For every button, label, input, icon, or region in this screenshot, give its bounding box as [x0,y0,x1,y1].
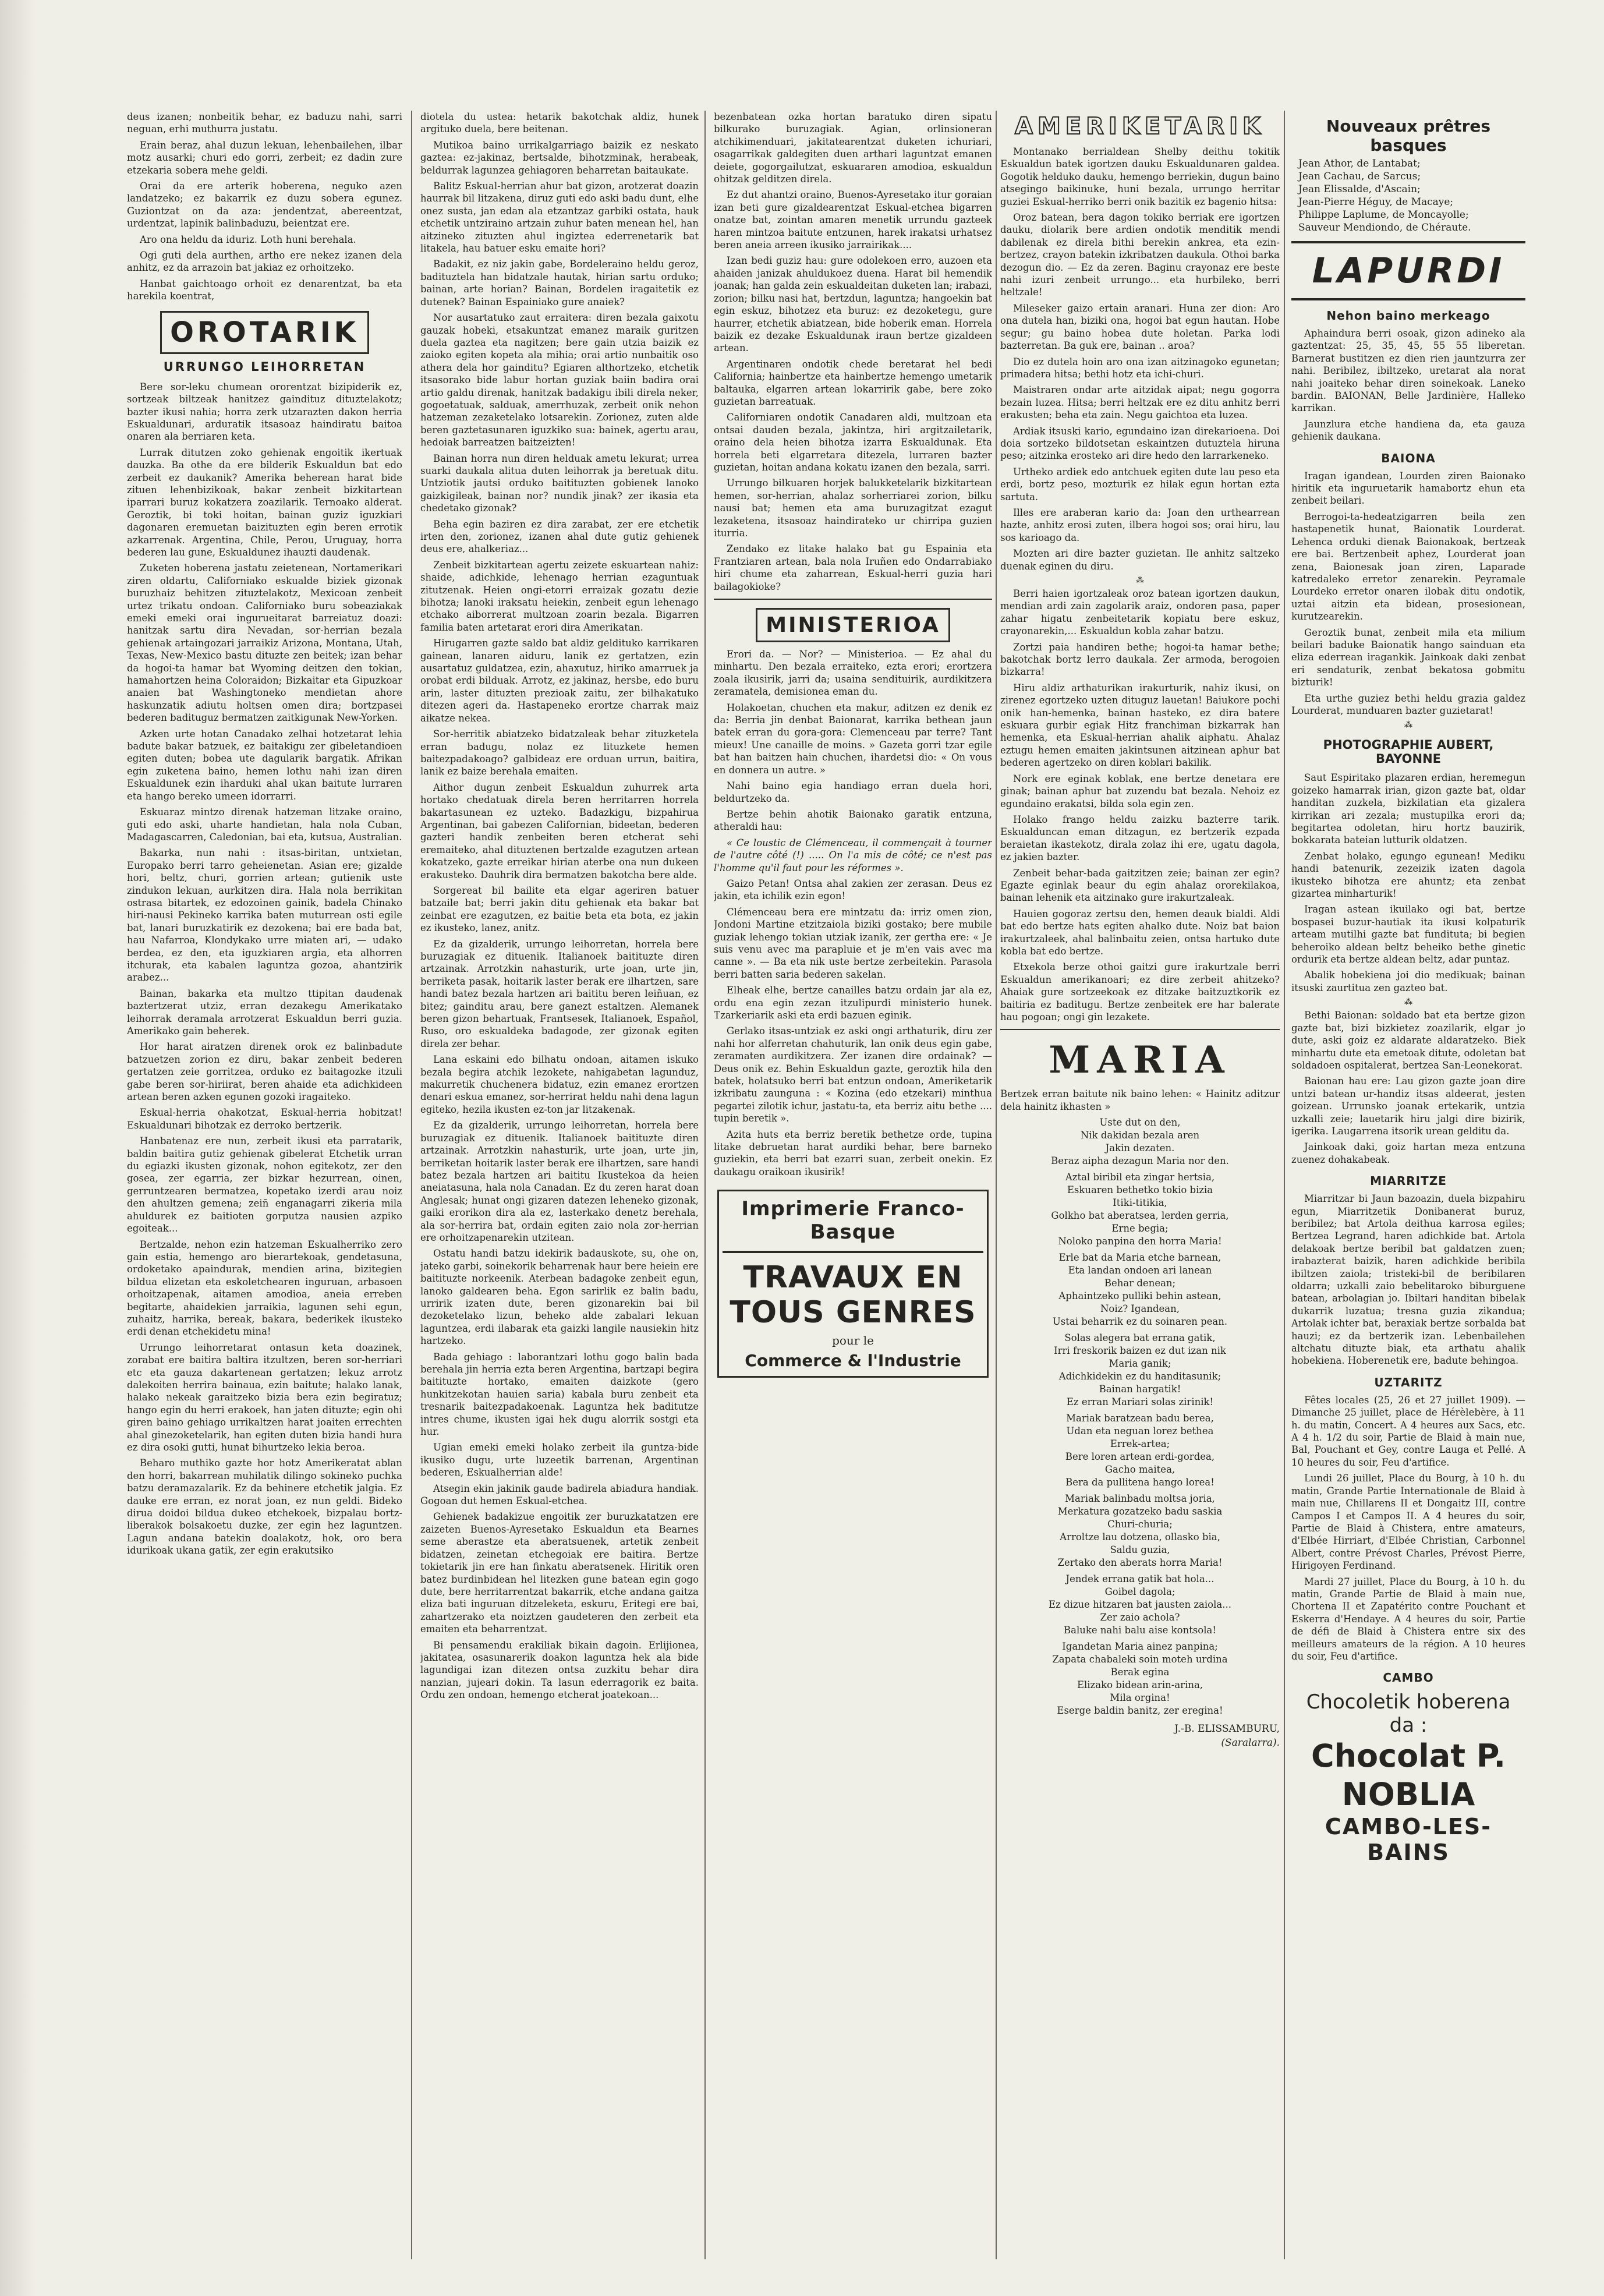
paragraph: Aro ona heldu da iduriz. Loth huni berehala. [140,234,356,245]
paragraph: Argentinaren ondotik chede beretarat hel bedi California; hainbertze eta hainbertze hemengo umetarik baltauka, elgarren artean lokarririk gabe, bere zoko guzietan barreatuak. [714,358,992,407]
column-rule [996,111,997,2259]
priest-entry: Jean Elissalde, d'Ascain; [1298,183,1421,195]
paragraph: Bere sor-leku chumean ororentzat bizipiderik ez, sortzeak biltzeak hanitzez gaindituz dituztelakotz; bazter ikusi nahia; horra zerk utzarazten dakon herria Eskualdunari, arduratik itsasoaz haindiratu baitoa onaren ala berriaren keta. [127,381,402,443]
poem-line: Noiz? Igandean, [1100,1303,1180,1315]
poem-line: Eskuaren bethetko tokio bizia [1067,1184,1213,1196]
advert-headline: TRAVAUX EN TOUS GENRES [730,1260,976,1331]
paragraph: Zenbeit behar-bada gaitzitzen zeie; bainan zer egin? Egazte eginlak beaur du egin ahalaz ororekilakoa, bainan lehenik eta aitzinako gure irakurtzaleak. [1000,867,1280,904]
separator-mark: ⁂ [1404,720,1412,730]
poem-line: Bere loren artean erdi-gordea, [1065,1451,1215,1463]
poem-line: Aztal biribil eta zingar hertsia, [1065,1172,1215,1183]
poem-line: Igandetan Maria ainez panpina; [1062,1641,1218,1653]
paragraph: Baionan hau ere: Lau gizon gazte joan dire untzi batean ur-handiz itsas aldeerat, jesten goizean. Urrunsko joanak ertekarik, untzia uzkalli zeie; lauetarik hiru jalgi dire bizirik, igerika. Laugarrena itsorik urean gelditu da. [1291,1076,1525,1137]
paragraph: Hauien gogoraz zertsu den, hemen deauk bialdi. Aldi bat edo bertze hats egiten ahalko dute. Noiz bat baion irakurtzaleek, ahal balinbaitu zeien, ontsa hartuko dute kobla bat edo bertze. [1000,908,1280,957]
paragraph: Urrungo bilkuaren horjek balukketelarik bizkitartean hemen, sor-herrian, ahalaz sorherriarei zorion, bilku nausi bat; hemen eta ama buruzagitzat ezagut lezaketena, itsasoaz haindirateko ur chirripa guzien iturria. [714,477,992,539]
ameriketarik-masthead [1000,113,1280,140]
priest-entry: Philippe Laplume, de Moncayolle; [1298,209,1469,221]
paragraph: Gaizo Petan! Ontsa ahal zakien zer zerasan. Deus ez jakin, eta ichilik ezin egon! [714,878,992,902]
poem-line: Errek-artea; [1110,1438,1170,1450]
divider [1291,241,1525,243]
paragraph: Beha egin baziren ez dira zarabat, zer ere etchetik irten den, zorionez, izanen ahal dute gutiz gehienek deus ere, ahalkeriaz... [420,518,699,555]
chocolat-advert [1291,1690,1525,1865]
divider [1291,298,1525,300]
intro-text [127,111,402,303]
article-body [127,381,402,1557]
poem-line: Baluke nahi balu aise kontsola! [1064,1625,1216,1636]
paragraph: Berrogoi-ta-hedeatzigarren beila zen hastapenetik hunat, Baionatik Lourderat. Lehenca orduki dienak Baionakoak, bertzeak ere bai. Bertzenbeit aphez, Lourderat joan zena, Baionesak joan ziren, Laparade katredaleko erretor zenarekin. Peyramale Lourdeko erretor onaren ilobak ditu ondotik, uztai aitzin eta bidean, prosesionean, kurutzearekin. [1291,511,1525,622]
paragraph: Azken urte hotan Canadako zelhai hotzetarat lehia badute bakar batzuek, ez baitakigu zer gibeletandioen egiten duten; bobea ute dagularik bargatik. Afrikan egin zuketena baino, hemen lothu nahi izan diren Eskualdunek ezin iharduki ahal ukan baitute lurraren eta hango bereko umeen idorrarri. [127,728,402,802]
paragraph: Azita huts eta berriz beretik bethetze orde, tupina litake debruetan harat aurdiki behar, bere barneko guziekin, eta berri bat ezarri suan, zerbeit onekin. Ez daukagu oraikoan ikusirik! [714,1128,992,1177]
paragraph: Saut Espiritako plazaren erdian, heremegun goizeko hamarrak irian, gizon gazte bat, oldar handitan zuzkela, bizkilatian eta gizalera kirrikan ari zezala; mustupilka erori da; begitartea odoletan, hiru hortz bauzirik, bokkarata bateian lutturik oldatzen. [1291,772,1525,846]
paragraph: Ez da gizalderik, urrungo leihorretan, horrela bere buruzagiak ez dituenik. Italianoek baitituzte diren artzainak. Arrotzkin nahasturik, urte joan, urte jin, berriketa pasak, hoitarik laster berak ere ilhartzen, sare handi batez bezala hartzen ari baititu beren leiñuan, ez bitez; gainditu arau, bere ganezt estaltzen. Alemanek beren gizon behartuak, Frantsesek, Italianoek, Español, Ruso, oro eskualdeka badagode, zer gizonak egiten direla zer behar. [420,938,699,1049]
poem-line: Jakin dezaten. [1105,1142,1175,1154]
poem-line: Beraz aipha dezagun Maria nor den. [1051,1155,1229,1167]
paragraph: Eta urthe guziez bethi heldu grazia galdez Lourderat, munduaren bazter guzietarat! [1291,692,1525,716]
photographie-heading: PHOTOGRAPHIE AUBERT, BAYONNE [1323,738,1494,766]
paragraph: Atsegin ekin jakinik gaude badirela abiadura handiak. Gogoan dut hemen Eskual-etchea. [420,1483,699,1507]
paragraph: diotela du ustea: hetarik bakotchak aldiz, hunek argituko duela, bere beitenan. [420,111,699,135]
paragraph: Sor-herritik abiatzeko bidatzaleak behar zituzketela erran badugu, nolaz ez lituzkete hemen baitezpadakoago? galbideaz ere orduan urrun, baitira, lanik ez baize berehala emaiten. [420,728,699,777]
paragraph: Berri haien igortzaleak oroz batean igortzen daukun, mendian ardi zain zagolarik araiz, ondoren pasa, paper zahar higatu zenbeitetarik kopiatu bere eskuz, crayonarekin,... Eskualdun kobla zahar batzu. [1000,588,1280,637]
paragraph: Erori da. — Nor? — Ministerioa. — Ez ahal du minhartu. Den bezala erraiteko, ezta erori; erortzera zoala ikusirik, jarri da; usaina sendituirik, aurdikitzera zeramatela, demisionea eman du. [714,649,992,698]
separator-mark: ⁂ [1404,997,1412,1007]
poem-line: Irri freskorik baizen ez dut izan nik [1054,1345,1226,1357]
paragraph: « Ce loustic de Clémenceau, il commençait à tourner de l'autre côté (!) ..... On l'a mis de côté; ce n'est pas l'homme qu'il faut pour les réformes ». [714,837,992,873]
paragraph: Eskuaraz mintzo direnak hatzeman litzake oraino, guti edo aski, uharte handietan, hala nola Cuban, Madagascarren, Caledonian, bai eta, kutsua, Australian. [127,806,402,843]
paragraph: Zenbat holako, egungo egunean! Mediku handi batenurik, zezeizik izaten dagola ikusteko bihotza ere ahuntz; eta zenbat gizartea minharturik! [1291,850,1525,900]
poem-line: Berak egina [1110,1667,1170,1678]
paragraph: Bertzalde, nehon ezin hatzeman Eskualherriko zero gain estia, hemengo aro bierartekoak, gendetasuna, ordoketako apaindurak, mendien arina, bizitegien bildua elizetan eta eskoletchearen inguruan, arbasoen orhoitzapenak, aitamen amodioa, aneia erreben begitarte, ahaidekien jarraikia, lagunen sehi egun, zuhaitz, harrika, bereak, bakara, bederikek ikusteko erdi denan etchekidetu mina! [127,1239,402,1338]
poem-line: Adichkidekin ez du handitasunik; [1058,1371,1221,1382]
paragraph: Zendako ez litake halako bat gu Espainia eta Frantziaren artean, bala nola Iruñen edo Ondarrabiako hiri chume eta zaharrean, Eskual-herri guzia hari bailagokioke? [714,543,992,592]
poem-line: Elizako bidean arin-arina, [1077,1679,1203,1691]
paragraph: Aphaindura berri osoak, gizon adineko ala gaztentzat: 25, 35, 45, 55 55 liberetan. Barnerat bustitzen ez dien rien jauntzurra zer nahi. Beribilez, ibiltzeko, uretarat ala norat nahi joaiteko behar diren soinekoak. Laneko bardin. BAIONAN, Belle Jardinière, Halleko karrikan. [1291,328,1525,414]
poem-line: Ustai beharrik ez du soinaren pean. [1052,1316,1228,1328]
paragraph: Urtheko ardiek edo antchuek egiten dute lau peso eta erdi, bortz peso, mozturik ez hilak egun hortan ezta sartuta. [1000,466,1280,503]
paragraph: Abalik hobekiena joi dio medikuak; bainan itsuski zaurtitua zen gazteo bat. [1291,970,1525,993]
paragraph: Eskual-herria ohakotzat, Eskual-herria hobitzat! Eskualdunari bihotzak ez derroko bertzerik. [127,1107,402,1131]
paragraph: Nor ausartatuko zaut erraitera: diren bezala gaixotu gauzak hobeki, etsakuntzat emanez maraik guritzen duela gaztea eta nagitzen; bere gain utzia baizik ez zaioko egiten kopeta ala mihia; orai artio nunbaitik oso athera dela hor gainditu? Egiaren althortzeko, etchetik itsasorako bide labur hortan guziak baiin badira orai artio galdu direnak, hanitzak badakigu ibili direla neker, gogoetatuak, salduak, amerrhuzak, zerbeit onik nehon hatzeman zezaketelako lotsarekin. Zorionez, zuten alde beren gaztetasunaren iguzkiko sua: bainek, agertu arau, hedoiak barreatzen baitzeizten! [420,312,699,448]
paragraph: Zuketen hoberena jastatu zeietenean, Nortamerikari ziren oldartu, Californiako eskualde biziek gizonak buruzhaiz behitzen zituztelakotz, Mexicoan zenbeit urtez trikatu ondoan. Californiako buru sobeaziakak emeki emeki orai ingurueitarat barreiatuz doazi: hanitzak sartu dira Nevadan, sor-herrian bezala gehienak artaingozari jarraikiz Arizona, Montana, Utah, Texas, New-Mexico bastu dituzte zen beitek; izan behar da hogoi-ta hamar bat Wyoming deitzen den tokian, hamahortzen heina Coloraidon; Bizkaitar eta Gipuzkoar anaien bat Washingtoneko mendietan ahore haskunzatik adiutu holtsen omen dira; bortzpasei bederen badituguz bermatzen zaitkigunak New-Yorken. [127,562,402,724]
paragraph: Iragan igandean, Lourden ziren Baionako hiritik eta inguruetarik hamabortz ehun eta zenbeit beilari. [1291,470,1525,507]
poem-line: Zapata chabaleki soin moteh urdina [1052,1654,1228,1665]
column-2 [420,111,699,2277]
poem-line: Saldu guzia, [1110,1544,1170,1556]
paragraph: Ez dut ahantzi oraino, Buenos-Ayresetako itur goraian izan beti gure gizaldearentzat Eskual-etchea bigarren onatze bat, zointan amaren menetik urrundu gazteek haren mintzoa baitute entzunen, harek irakatsi urhatsez beren aneia arreen ikusiko jarrairikak.... [714,189,992,251]
paragraph: Oroz batean, bera dagon tokiko berriak ere igortzen dauku, diolarik bere ardien ondotik menditik mendi dabilenak ez direla bithi berekin ankrea, eta ezin-bertzez, crayon batekin izkribatzen daukula. Othoi barka dezogun dio. — Ez da zeren. Baginu crayonaz ere beste nahi izuri zenbeit urrungo... eta hurbileko, berri heltzale! [1000,212,1280,298]
poem-line: Churi-churia; [1107,1519,1173,1530]
paragraph: Iragan astean ikuilako ogi bat, bertze bospasei buzur-hautiak ita ikusi kolpaturik arteam mutilhi gazte bat fundituta; bi begien beheroiko aldean beltz beheiko bethe ginetic ordurik eta bertze aldean beltz, adar puntaz. [1291,904,1525,965]
paragraph: Gerlako itsas-untziak ez aski ongi arthaturik, diru zer nahi hor alferretan chahuturik, lan onik deus egin gabe, zeramaten aurdikitzera. Zer izanen dire ordainak? — Deus onik ez. Behin Eskualdun gazte, geroztik hila den batek, holatsuko berri bat entzun ondoan, Ameriketarik izkribatu zaunguna : « Kozina (edo etzekari) minthua pegartei zilotik ichur, jastatu-ta, eta berriz aitu bethe .... tupin beretik ». [714,1025,992,1124]
paragraph: Jainkoak daki, goiz hartan meza entzuna zuenez dohakabeak. [1291,1141,1525,1165]
paragraph: Holakoetan, chuchen eta makur, aditzen ez denik ez da: Berria jin denbat Baionarat, karrika bethean jaun batek erran du gora-gora: Clemenceau par terre? Tant mieux! Une canaille de moins. » Gazeta gorri tzar egile bat han baitzen hain chuchen, ihardetsi dio: « On vous en donnera un autre. » [714,702,992,776]
orotarik-masthead [127,311,402,354]
section-title: MINISTERIOA [756,608,950,642]
poem-line: Golkho bat aberatsea, lerden gerria, [1051,1210,1229,1222]
imprimerie-advert [717,1190,989,1378]
page-edge-shadow [0,0,35,2296]
paragraph: Mileseker gaizo ertain aranari. Huna zer dion: Aro ona dutela han, biziki ona, hogoi bat egun hautan. Hobe segur; gu baino hobea dute holetan. Parka lodi bazterretan. Ba guk ere, bainan .. aroa? [1000,302,1280,352]
paragraph: Hanbat gaichtoago orhoit ez denarentzat, ba eta harekila koentrat, [127,278,402,302]
paragraph: Mutikoa baino urrikalgarriago baizik ez neskato gaztea: ez-jakinaz, bertsalde, bihotzminak, herabeak, beldurrak lagunzea gehiagoren beharretan baitaukate. [420,139,699,176]
paragraph: Maistraren ondar arte aitzidak aipat; negu gogorra bezain luzea. Hitsa; berri heltzak ere ez ditu anhitz berri erakusten; beha eta zain. Negu gaichtoa eta luzea. [1000,384,1280,421]
paragraph: Ez da gizalderik, urrungo leihorretan, horrela bere buruzagiak ez dituenik. Italianoek baitituzte diren artzainak. Arrotzkin nahasturik, urte joan, urte jin, berriketan hoitarik laster berak ere ilhartzen, sare handi batez bezala hartzen ari baititu Ikustekoa da heien aneiatasuna, hala nola Canadan. Ez du zeren harat doan Anglesak; hunat ongi gizaren datezen leheneko gizonak, gaiki erorikon dira ala ez, lasterkako denetz berehala, ala sor-herrira bat, ordain egiten zaio nola zor-herrian ere orhoitzapenarekin utzitean. [420,1120,699,1243]
paragraph: Fêtes locales (25, 26 et 27 juillet 1909). — Dimanche 25 juillet, place de Hérèlebère, à 11 h. du matin, Concert. A 4 heures aux Sacs, etc. A 4 h. 1/2 du soir, Partie de Blaid à main nue, Bal, Pouchant et Gey, contre Lauga et Pellé. A 10 heures du soir, Feu d'artifice. [1291,1394,1525,1468]
paragraph: Lurrak ditutzen zoko gehienak engoitik ikertuak dauzka. Ba othe da ere bilderik Eskualdun bat edo zerbeit ez daukanik? Amerika beherean harat bide zituen lehenbizikoak, bakar zenbeit bizkitartean iparrari buruz kokatzera zoazilarik. Ternoako alderat. Geroztik, bi toki hoitan, bainan guziz iguzkiari dagonaren eremuetan baizituzten egin beren errotik azkarrenak. Argentina, Chile, Perou, Uruguay, horra bederen lau gune, Eskualdunez ihauzti daudenak. [127,447,402,558]
town-heading: BAIONA [1381,451,1436,465]
column-4 [1000,111,1280,2277]
poem-line: Maria ganik; [1109,1358,1171,1370]
poem-line: Eserge baldin banitz, zer eregina! [1057,1705,1223,1717]
paragraph: Ogi guti dela aurthen, artho ere nekez izanen dela anhitz, ez da arrazoin bat jakiaz ez orhoitzeko. [127,250,402,274]
poem-line: Merkatura gozatzeko badu saskia [1057,1506,1223,1517]
paragraph: Urrungo leihorretarat ontasun keta doazinek, zorabat ere baitira baltira itzultzen, beren sor-herriari etc eta gauza dakartenean gertatzen; lekuz arrotz dalekoiten herrira bainaua, ezin baitute; halako lanak, halako nekeak garaitzeko bizia bera ezin begiratuz; hango egin du herri erakoek, han jaten dituzte; egin ohi giren baino gehiago urrikaltzen harat joaiten errechten ahal ginezoketelarik, han egiten duten bizia handi hura ez dira osoki gutti, hunat bihurtzeko lekia beroa. [127,1342,402,1453]
paragraph: Hirugarren gazte saldo bat aldiz geldituko karrikaren gainean, lanaren aiduru, lanik ez gertatzen, ezin ausartatuz guldatzea, ezin, ahaxutuz, hiriko amarruek ja orobat erdi bilduak. Arrotz, ez jakinaz, hersbe, edo buru arin, laster dituzten prezioak zaitu, zer bilhakatuko ditezen ageri da. Hastapeneko erortze charrak maiz aikatze nekea. [420,638,699,724]
poem-line: Solas alegera bat errana gatik, [1064,1332,1216,1344]
paragraph: deus izanen; nonbeitik behar, ez baduzu nahi, sarri neguan, erhi muthurra justatu. [127,111,402,135]
poem-line: Ez dizue hitzaren bat jausten zaiola... [1049,1599,1231,1611]
column-rule [704,111,706,2259]
poem-line: Mariak balinbadu moltsa joria, [1065,1493,1215,1505]
ministerioa-masthead [714,608,992,642]
poem-line: Udan eta neguan lorez bethea [1066,1425,1214,1437]
advert-text: Chocoletik hoberena da : [1306,1690,1511,1738]
poem [1000,1116,1280,1717]
poem-line: Eta landan ondoen ari lanean [1068,1265,1212,1276]
paragraph: Lundi 26 juillet, Place du Bourg, à 10 h. du matin, Grande Partie Internationale de Blaid à main nue, Chillarens II et Dongaitz III, contre Campos I et Campos II. A 4 heures du soir, Partie de Blaid à Chistera, entre amateurs, d'Elbée Hirriart, d'Elbée Christian, Carbonnel Albert, contre Prévost Charles, Prévost Pierre, Hirigoyen Ferdinand. [1291,1473,1525,1572]
poem-line: Zer zaio achola? [1100,1612,1180,1623]
poem-line: Behar denean; [1104,1278,1176,1289]
poem-line: Erne begia; [1111,1223,1169,1234]
priest-entry: Jean-Pierre Héguy, de Macaye; [1298,196,1454,208]
paragraph: Geroztik bunat, zenbeit mila eta milium beilari baduke Baionatik hango sainduan eta eliza ederrean iragankik. Jainkoak daki zenbat eri sendaturik, zenbat bekatosa gobmitu bizturik! [1291,627,1525,688]
poem-line: Zertako den aberats horra Maria! [1057,1557,1223,1569]
town-heading: UZTARITZ [1374,1375,1443,1389]
town-heading: MIARRITZE [1370,1174,1447,1188]
paragraph: Hiru aldiz arthaturikan irakurturik, nahiz ikusi, on zirenez egortzeko uzten dituguz lauetan! Baiukore pochi onik han-hemenka, bainan hasteko, ez dira batere eskuara gurbir egiak Hitz franchiman bizkarrak han hemenka, eta Eskual-herrian ahalik aiphatu. Ahalaz eztugu hemen emaiten jakintsunen aitzinean aphur bat bederen agertzeko on diren koblari bakilik. [1000,682,1280,769]
paragraph: Nahi baino egia handiago erran duela hori, beldurtzeko da. [714,780,992,804]
poem-line: Bera da pullitena hango lorea! [1065,1477,1214,1488]
paragraph: Orai da ere arterik hoberena, neguko azen landatzeko; ez bakarrik ez duzu sobera egunez. Guziontzat on da aza: jendentzat, abereentzat, urdentzat, lapinik balinbaduzu, beientzat ere. [127,181,402,229]
paragraph: Bainan horra nun diren helduak ametu lekurat; urrea suarki daukala alitua duten leihorrak ja beretuak ditu. Untziotik jautsi orduko baitituzten gobienek lanoko gaizkigileak, bainan nor? nundik jinak? zer ikasia eta chedetako gizonak? [420,452,699,514]
paragraph: Badakit, ez niz jakin gabe, Bordeleraino heldu geroz, badituztela han bidatzale hautak, hirian sartu orduko; bainan, arte horian? Bainan, Bordelen iragaitetik ez dutenek? Bainan Espainiako gure anaiek? [420,259,699,307]
paragraph: Mozten ari dire bazter guzietan. Ile anhitz saltzeko duenak eginen du diru. [1000,548,1280,572]
paragraph: Nork ere eginak koblak, ene bertze denetara ere ginak; bainan aphur bat zuzendu bat bezala. Nehoiz ez egundaino erakatsi, bilda sola egin zen. [1000,773,1280,809]
lapurdi-masthead: LAPURDI [1312,250,1505,291]
column-rule [1284,111,1285,2259]
paragraph: Hor harat airatzen direnek orok ez balinbadute batzuetzen zorion ez diru, bakar zenbeit bederen gertatzen zeie gorritzea, orduko ez baitagozke itzuli gabe beren sor-hiriirat, beren ahaide eta adichkideen artean beren azken egunen gozoki iragaiteko. [127,1041,402,1103]
paragraph: Clémenceau bera ere mintzatu da: irriz omen zion, Jondoni Martine etzitzaiola biziki gostako; bere mubile guziak lehengo tokian utziak izanik, zer gertha ere: « Je suis venu avec ma parapluie et je m'en vais avec ma canne ». — Ba eta nik uste bertze zerbeitekin. Parasola berri batten saria bederen sakelan. [714,906,992,980]
divider [1000,1029,1280,1030]
poem-line: Erle bat da Maria etche barnean, [1058,1252,1221,1264]
paragraph: Miarritzar bi Jaun bazoazin, duela bizpahiru egun, Miarritzetik Donibanerat buruz, beribilez; bat Artola deithua karrosa egiles; Bertzea Legrand, haren adichkide bat. Artola delakoak bertze beribil bat galdatzen zuen; irabazterat baizik, haren adichkide beribila ibiltzen zaiola; tristeki-bil de beribilaren oldarra; uzkalli zaio bebelitaroko biburguene batean, arbolagian jo. Ibiltari handitan bibelak dukarrik luzatua; tresna guzia zikandua; Artolak ichter bat, beraxiak bertze sorbalda bat hauzi; ez da bertzerik izan. Lebenbailehen altchatu dituzte biak, eta arthatu ahalik hobekiena. Hoberenetik ere, badute behingoa. [1291,1193,1525,1367]
paragraph: Dio ez dutela hoin aro ona izan aitzinagoko egunetan; primadera hitsa; bethi hotz eta ichi-churi. [1000,356,1280,380]
paragraph: Aithor dugun zenbeit Eskualdun zuhurrek arta hortako chedatuak direla beren herritarren horrela bakartasunean ez uzteko. Badazkigu, bizpahirua Argentinan, bai gabezen Californian, bideetan, bederen gazteri handik zenbeiten beren etcherat sehi eremaiteko, ahal dituztenen bertzalde ezagutzen artean kokatzeko, gazte erreikar hirian aterbe ona nun dukeen erakusteko. Dauhrik dira bermatzen bakotcha bere alde. [420,781,699,880]
paragraph: Bi pensamendu erakiliak bikain dagoin. Erlijionea, jakitatea, osasunarerik doakon laguntza hek ala bide lagundigai izan ditezen ontsa zuzkitu behar dira nanzian, jujeari dokin. Ta lasun ederragorik ez baita. Ordu zen ondoan, hemengo etcherat joatekoan... [420,1639,699,1701]
paragraph: Bakarka, nun nahi : itsas-biritan, untxietan, Europako berri tarro geheienetan. Asian ere; gizalde hori, beltz, churi, gorrien artean; gutienik uste zindukon lekuan, aurkitzen dira. Hala nola berrikitan ostrasa bitartek, ez edozoinen gainik, badela Chinako hiri-nausi Pekineko karrika baten muturrean osti egile bat, lanari buruzkatirik ez dezokena; bai ere bada bat, hau Nafarroa, Klondykako urre miaten ari, — udako berdea, ez den, eta iguzkiaren argia, eta alhorren itchurak, eta kabalen laguntza gozoa, ahantzirik arabez... [127,847,402,984]
paragraph: Hanbatenaz ere nun, zerbeit ikusi eta parratarik, baldin baitira gutiz gehienak gibelerat Etchetik urran du egiazki ikusten gizonak, nohon egitekotz, zer den gosea, zer egarria, zer bizkar hezurrean, oinen, gerruntzearen bermatzea, kopetako izerdi arau noiz den ahultzen gemena; zeiñ enganagarri zikeria mila ahuldurek ez baitioten gorputza nausien azpiko egoiteak... [127,1135,402,1234]
advert-place: CAMBO-LES-BAINS [1325,1814,1492,1866]
paragraph: Beharo muthiko gazte hor hotz Amerikeratat ablan den horri, bakarrean muhilatik dilingo sokineko puchka batzu deramazalarik. Ez da behinere etchetik jalgia. Ez dauke ere erran, ez norat joan, ez nun geldi. Bideko dirua doidoi bildua dukeo etchekoek, bizpalau bortz-liberakok bolsakoetu duzke, zer egin hez laguntzen. Lagun andana batekin doalakotz, hok, oro bera idurikoak ukana gatik, zer egin erakutsiko [127,1457,402,1556]
paragraph: Gehienek badakizue engoitik zer buruzkatatzen ere zaizeten Buenos-Ayresetako Eskualdun eta Bearnes seme aberastze eta aberatsuenek, artetik zenbeit bidatzen, zeinetan etchegoiak ere baitira. Bertze tokietarik jin ere han finkatu aberatsenek. Hiritik oren batez burdinbidean hel litezken gune batean egin gogo dute, bere herritarrentzat bakarrik, etche andana gaitza eliza bati inguruan ditzeleketa, eskuru, Eritegi ere bai, zahartzerako eta noiztzen gaudeteren den zerbeit eta emaiten eta beharrentzat. [420,1511,699,1635]
town-heading: CAMBO [1383,1671,1434,1685]
poem-line: Gacho maitea, [1104,1464,1175,1476]
advert-text: Commerce & l'Industrie [745,1351,961,1371]
paragraph: Bethi Baionan: soldado bat eta bertze gizon gazte bat, bizi bizkietez zoazilarik, elgar jo dute, aski goiz ez aldarate aldaratzeko. Biek minhartu dute eta emetoak ditute, odoletan bat soldadoen ospitalerat, bertzea San-Leonekorat. [1291,1010,1525,1071]
signature: J.-B. ELISSAMBURU, [1174,1723,1280,1735]
divider [714,599,992,600]
paragraph: Ostatu handi batzu idekirik badauskote, su, ohe on, jateko garbi, soinekorik beharrenak haur bere heiein ere baitituzte norkeenik. Aterbean badagoke zenbeit egun, lanoko galdearen beha. Egon sarirlik ez balin badu, urririk izaten dute, beren gizonarekin bai bil dezoketelako lizun, beheko alde zabalari lekuan laguntzea, erdi ilabarak eta gaizki langile nausiekin hitz hartzeko. [420,1248,699,1347]
advert-text: pour le [832,1333,874,1348]
paragraph: Izan bedi guziz hau: gure odolekoen erro, auzoen eta ahaiden janizak ahuldukoez duena. Harat bil hemendik joanak; han galda zein eskualdeitan duketen lan; irabazi, zorion; bilku nasi hat, bertzdun, laguntza; hangoekin bat egin eskuz, bihotzez eta buruz: ez dezoketegu, gure haurrer, etchetik abiatzean, bide hoberik eman. Horrela baizik ez dezake Eskualdunak iraun bertze gizaldeen artean. [714,255,992,354]
maria-masthead [1000,1038,1280,1082]
poem-line: Jendek errana gatik bat hola... [1065,1573,1214,1585]
paragraph: Bertze behin ahotik Baionako garatik entzuna, atheraldi hau: [714,808,992,833]
paragraph: Sorgereat bil bailite eta elgar ageriren batuer batzaile bat; berri jakin ditu gehienak eta bakar bat zeinbat ere ezagutzen, ez baitie beta eta bota, ez jakin ez ikusteko, lanez, anitz. [420,885,699,934]
poem-line: Uste dut on den, [1099,1117,1181,1128]
section-title: AMERIKETARIK [1015,113,1265,140]
advert-heading: Nehon baino merkeago [1326,309,1490,323]
paragraph: Elheak elhe, bertze canailles batzu ordain jar ala ez, ordu ena egin zezan itzulipurdi ministerio hunek. Tzarkeriarik aski eta erdi bazuen eginik. [714,985,992,1021]
column-rule [411,111,412,2259]
poem-line: Arroltze lau dotzena, ollasko bia, [1060,1531,1220,1543]
column-5 [1291,111,1525,2277]
paragraph: Lana eskaini edo bilhatu ondoan, aitamen iskuko bezala begira atchik lezokete, nahigabetan lagunduz, makurretik chuchenera bidatuz, ezin emanez erortzen denari eskua emanez, sor-herrirat heldu nahi dena lagun egiteko, hezila ikusten ez-ton jar litzakenak. [420,1054,699,1115]
paragraph: Illes ere araberan kario da: Joan den urthearrean hazte, anhitz erosi zuten, ilbera hogoi sos; orai hiru, lau sos karioago da. [1000,507,1280,543]
signature-place: (Saralarra). [1221,1737,1280,1749]
paragraph: Etxekola berze othoi gaitzi gure irakurtzale berri Eskualdun amerikanoari; ez dire zerbeit ahitzeko? Ahaiak gure sortzeekoak ez ditzake baitzuztkorik ez baitiria ez baditugu. Bertze zenbeitek ere har balerate hau pogoan; ongi gin lezakete. [1000,961,1280,1023]
poem-line: Mila orgina! [1110,1692,1170,1704]
paragraph: Zenbeit bizkitartean agertu zeizete eskuartean nahiz: shaide, adichkide, lehenago herrian ezaguntuak zitutzenak. Heien ongi-etorri erraizak gozatu dezie bihotza; lanoki iraksatu heiekin, zenbeit egun lehenago etchako aiborrerat multzoan zoarin bezala. Bigarren familia baten artetarat erori dira Amerikatan. [420,559,699,633]
poem-intro: Bertzek erran baitute nik baino lehen: « Hainitz aditzur dela hainitz ikhasten » [1000,1088,1280,1112]
section-title: OROTARIK [160,311,369,354]
paragraph: Erain beraz, ahal duzun lekuan, lehenbailehen, ilbar motz ausarki; churi edo gorri, zerbeit; ez dadin zure etzekaria sobera mehe geldi. [127,139,402,176]
nouveaux-pretres-heading: Nouveaux prêtres basques [1326,116,1491,155]
poem-line: Noloko panpina den horra Maria! [1058,1236,1222,1247]
divider [723,1251,983,1253]
poem-line: Ez erran Mariari solas zirinik! [1066,1396,1214,1408]
paragraph: Californiaren ondotik Canadaren aldi, multzoan eta ontsai dauden bezala, jakintza, hiri argitzailetarik, oraino dela heien bihotza izarra Eskualdunak. Eta horrela beti elgarretara ditezela, lurraren bazter guzietan, hoitan andana kokatu izanen den bezala, sarri. [714,412,992,473]
paragraph: bezenbatean ozka hortan baratuko diren sipatu bilkurako buruzagiak. Agian, orlinsioneran atchikimenduari, jakitatearentzat duketen ichuriari, osagarrikak galdegiten duen arthari laguntzat emanen deiete, gogorgailutzat, eskuararen amodioa, eskualdun ohitzak gelditzen direla. [714,111,992,185]
paragraph: Zortzi paia handiren bethe; hogoi-ta hamar bethe; bakotchak bortz lerro daukala. Zer armoda, berogoien bizkarra! [1000,641,1280,678]
poem-title: MARIA [1049,1038,1231,1082]
poem-line: Bainan hargatik! [1099,1384,1181,1395]
column-3 [714,111,992,2277]
poem-line: Itiki-titikia, [1113,1197,1167,1209]
priest-entry: Jean Cachau, de Sarcus; [1298,171,1421,182]
paragraph: Ardiak itsuski kario, egundaino izan direkarioena. Doi doia sortzeko bildotsetan eskaintzen dutuztela hiruna peso; aitzinka erosteko ari dire hedo den larrarkeneko. [1000,425,1280,462]
paragraph: Mardi 27 juillet, Place du Bourg, à 10 h. du matin, Grande Partie de Blaid à main nue, Chortena II et Zapatérito contre Pouchant et Eskerra d'Hendaye. A 4 heures du soir, Partie de défi de Blaid à Chistera entre six des meilleurs amateurs de la région. A 10 heures du soir, Feu d'artifice. [1291,1576,1525,1662]
paragraph: Ugian emeki emeki holako zerbeit ila guntza-bide ikusiko dugu, urte luzeetik barrenan, Argentinan bederen, Eskualherrian alde! [420,1442,699,1478]
paragraph: Bainan, bakarka eta multzo ttipitan daudenak baztertzerat utziz, erran dezakegu Amerikatako leihorrak deramala arrotzerat Eskualdun berri guzia. Amerikako gain beherek. [127,988,402,1036]
poem-line: Mariak baratzean badu berea, [1066,1413,1214,1424]
priest-entry: Sauveur Mendiondo, de Chéraute. [1298,222,1471,234]
column-1 [127,111,402,2277]
paragraph: Balitz Eskual-herrian ahur bat gizon, arotzerat doazin haurrak bil litzakena, diruz guti edo aski badu dunt, elhe onez susta, jan edan ala etzantzaz garbiki ostata, hauk etchetik untziraino artzain zuhur baten menean hel, han aitzineko zituzten ahul ingiztea ederrenetarik bat litakela, hau batuer esku emaite hori? [420,181,699,254]
priest-entry: Jean Athor, de Lantabat; [1298,158,1421,169]
paragraph: Bada gehiago : laborantzari lothu gogo balin bada berehala jin herria ezta beren Argentina, bartzapi begira baitituzte hortako, emaiten daizkote (gero hunkitzekotan hauien saria) kabala buru zenbeit eta tresnarik baitezpadakoenak. Laguntza hek baditutze intres chume, ikusten igai hek dugu alorrik sostgi eta hur. [420,1351,699,1438]
poem-line: Aphaintzeko pulliki behin astean, [1058,1290,1221,1302]
advert-title: Imprimerie Franco-Basque [741,1197,965,1244]
paragraph: Jaunzlura etche handiena da, eta gauza gehienik daukana. [1291,418,1525,443]
paragraph: Montanako berrialdean Shelby deithu tokitik Eskualdun batek igortzen dauku Eskualdunaren galdea. Gogotik helduko dauku, hemengo berriekin, dugun baino atsegingo baikinuke, huni bezala, urrungo herritar guziei Eskual-herriko berri onik bazitik ez bagenio hitsa: [1000,146,1280,207]
paragraph: Holako frango heldu zaizku bazterre tarik. Eskualduncan eman ditzagun, ez bertzerik ezpada beraietan ikastekotz, dirala zolaz ihi ere, ugatu dagola, ez jakien bazter. [1000,813,1280,863]
poem-line: Goibel dagola; [1104,1586,1175,1598]
advert-brand: Chocolat P. NOBLIA [1311,1738,1506,1813]
separator-mark: ⁂ [1136,576,1144,585]
article-heading: URRUNGO LEIHORRETAN [163,359,366,374]
poem-line: Nik dakidan bezala aren [1080,1130,1200,1141]
